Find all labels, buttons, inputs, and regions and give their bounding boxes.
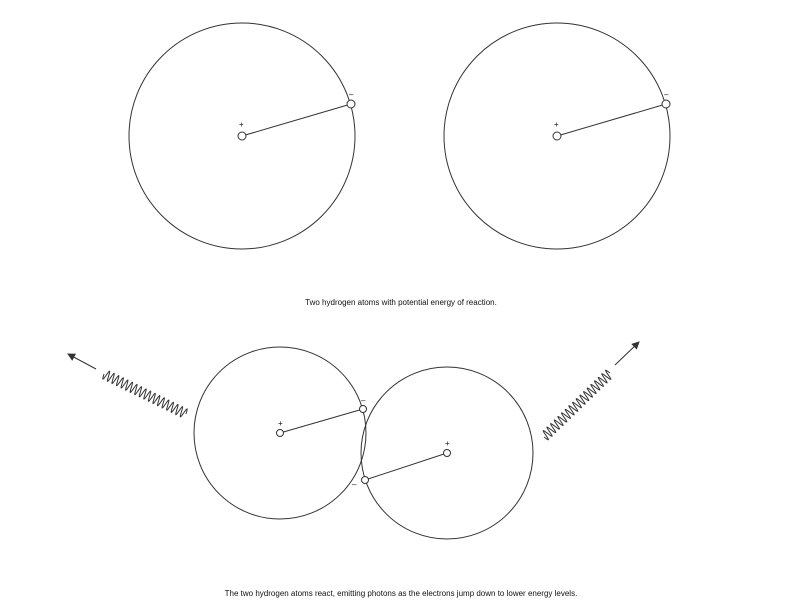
proton-sign: + xyxy=(239,120,244,129)
electron-sign: – xyxy=(361,396,366,405)
electron xyxy=(662,100,670,108)
nucleus xyxy=(277,430,284,437)
electron xyxy=(362,477,369,484)
atom-right-top xyxy=(444,23,670,249)
atom-left-top xyxy=(129,23,355,249)
proton-sign: + xyxy=(445,439,450,448)
proton-sign: + xyxy=(278,419,283,428)
electron xyxy=(360,406,367,413)
electron xyxy=(347,100,355,108)
electron-sign: – xyxy=(349,90,354,99)
electron-sign: – xyxy=(352,480,357,489)
wavy-arrow-icon xyxy=(543,370,610,439)
photon-right xyxy=(543,342,639,440)
electron-sign: – xyxy=(664,90,669,99)
caption-top: Two hydrogen atoms with potential energy of reaction. xyxy=(305,298,497,307)
photon-left xyxy=(68,354,187,417)
atom-left-bottom xyxy=(194,347,367,519)
photon-arrow xyxy=(68,354,96,369)
photon-arrow xyxy=(615,342,639,365)
bond-line xyxy=(242,104,351,136)
nucleus xyxy=(238,132,246,140)
bond-line xyxy=(280,409,363,433)
atom-right-bottom xyxy=(352,367,533,539)
bond-line xyxy=(557,104,666,136)
nucleus xyxy=(553,132,561,140)
nucleus xyxy=(444,450,451,457)
wavy-arrow-icon xyxy=(103,371,187,417)
caption-bottom: The two hydrogen atoms react, emitting photons as the electrons jump down to lower energy levels. xyxy=(224,589,578,598)
bond-line xyxy=(365,453,447,480)
proton-sign: + xyxy=(554,120,559,129)
